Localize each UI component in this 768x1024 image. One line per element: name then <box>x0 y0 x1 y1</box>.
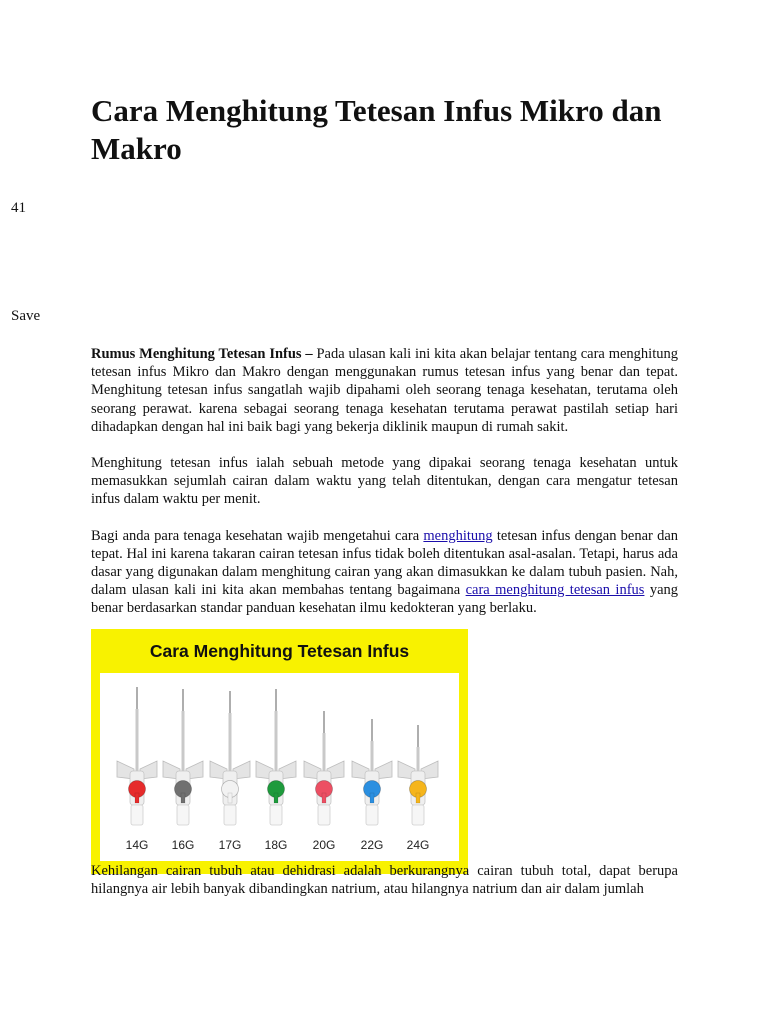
cannula-18g <box>256 689 296 852</box>
importance-text-2: tetesan infus dengan benar dan tepat. Hal ini karena takaran cairan tetesan infus tidak boleh ditentukan asal-asalan. Tetapi, harus ada dasar yang digunakan dalam menghitung cairan yang akan dimasukkan ke dalam tubuh pasien. Nah, dalam ulasan kali ini kita akan membahas tentang bagaimana <box>91 527 679 599</box>
gauge-label: 24G <box>406 838 430 852</box>
link-cara-menghitung-tetesan-infus[interactable]: cara menghitung tetesan infus <box>465 582 645 599</box>
paragraph-dehydration <box>91 862 678 898</box>
cap-tab <box>228 793 232 803</box>
infusion-cannula-figure <box>91 629 468 874</box>
cannula-14g <box>117 687 157 852</box>
flashback-chamber <box>131 805 143 825</box>
flashback-chamber <box>270 805 282 825</box>
page-title: Cara Menghitung Tetesan Infus Mikro dan Makro <box>91 93 662 166</box>
flashback-chamber <box>224 805 236 825</box>
gauge-label: 14G <box>125 838 149 852</box>
figure-title: Cara Menghitung Tetesan Infus <box>149 641 410 661</box>
cap-tab <box>416 793 420 803</box>
flashback-chamber <box>412 805 424 825</box>
cap-tab <box>181 793 185 803</box>
cannula-22g <box>352 719 392 852</box>
intro-text: Pada ulasan kali ini kita akan belajar tentang cara menghitung tetesan infus Mikro dan Makro dengan menggunakan rumus tetesan infus yang benar dan tepat. Menghitung tetesan infus sangatlah wajib dipahami oleh seorang tenaga kesehatan, terutama oleh seorang perawat. karena sebagai seorang tenaga kesehatan terutama perawat pastilah setiap hari dihadapkan dengan hal ini baik bagi yang bekerja diklinik maupun di rumah sakit. <box>91 346 678 435</box>
cannula-17g <box>210 691 250 852</box>
save-count: 41 <box>11 200 26 216</box>
cannula-24g <box>398 725 438 852</box>
gauge-label: 22G <box>360 838 384 852</box>
gauge-label: 17G <box>218 838 242 852</box>
importance-text-1: Bagi anda para tenaga kesehatan wajib mengetahui cara <box>91 527 424 544</box>
cap-tab <box>135 793 139 803</box>
paragraph-definition: Menghitung tetesan infus ialah sebuah metode yang dipakai seorang tenaga kesehatan untuk memasukkan sejumlah cairan dalam waktu yang telah ditentukan, dengan cara mengatur tetesan infus dalam waktu per menit. <box>91 455 678 508</box>
gauge-label: 20G <box>312 838 336 852</box>
link-menghitung[interactable]: menghitung <box>423 527 493 544</box>
importance-text-3: yang benar berdasarkan standar panduan kesehatan ilmu kedokteran yang berlaku. <box>91 582 679 617</box>
cap-tab <box>274 793 278 803</box>
cap-tab <box>322 793 326 803</box>
figure-image-area <box>100 673 459 861</box>
intro-bold-lead: Rumus Menghitung Tetesan Infus – <box>91 346 313 362</box>
cannula-20g <box>304 711 344 852</box>
cap-tab <box>370 793 374 803</box>
paragraph-intro <box>91 345 678 436</box>
gauge-label: 16G <box>171 838 195 852</box>
article-body <box>91 345 678 636</box>
dehydration-text: Kehilangan cairan tubuh atau dehidrasi adalah berkurangnya cairan tubuh total, dapat berupa hilangnya air lebih banyak dibandingkan natrium, atau hilangnya natrium dan air dalam jumlah <box>91 863 678 898</box>
cannula-16g <box>163 689 203 852</box>
paragraph-importance <box>91 527 678 618</box>
flashback-chamber <box>177 805 189 825</box>
iv-cannula-illustration <box>100 673 459 861</box>
flashback-chamber <box>366 805 378 825</box>
gauge-label: 18G <box>264 838 288 852</box>
save-button[interactable]: Save <box>11 308 41 324</box>
flashback-chamber <box>318 805 330 825</box>
